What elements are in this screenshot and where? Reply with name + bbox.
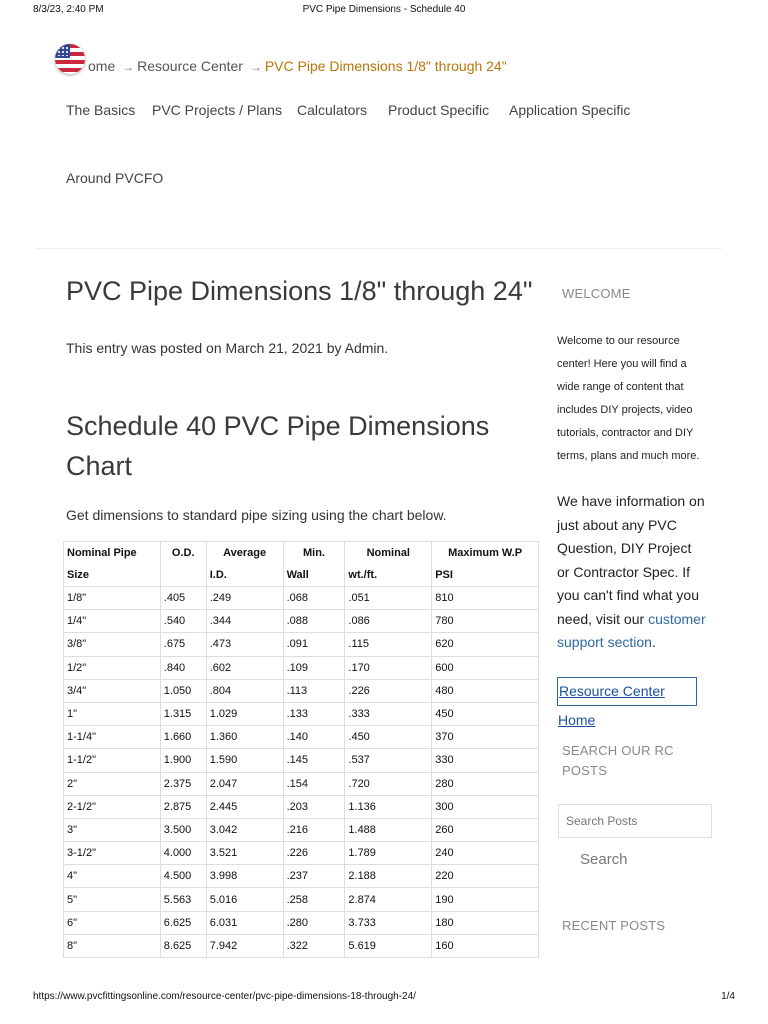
table-header-cell: Wall <box>283 564 345 587</box>
table-cell: 3-1/2" <box>64 842 161 865</box>
table-cell: 3.733 <box>345 911 432 934</box>
table-cell: .170 <box>345 656 432 679</box>
table-cell: 810 <box>432 587 539 610</box>
print-datetime: 8/3/23, 2:40 PM <box>33 4 104 15</box>
table-header-cell: O.D. <box>160 542 206 565</box>
table-cell: 600 <box>432 656 539 679</box>
table-row <box>64 702 539 725</box>
nav-item-application-specific[interactable]: Application Specific <box>509 102 631 118</box>
search-button[interactable]: Search <box>580 851 628 868</box>
table-cell: 3.998 <box>206 865 283 888</box>
table-row <box>64 726 539 749</box>
page-title: PVC Pipe Dimensions 1/8" through 24" <box>66 276 533 306</box>
table-header-cell: Nominal Pipe <box>64 542 161 565</box>
table-cell: .450 <box>345 726 432 749</box>
home-link[interactable]: Home <box>558 712 596 728</box>
table-cell: .051 <box>345 587 432 610</box>
table-cell: .720 <box>345 772 432 795</box>
table-cell: .113 <box>283 679 345 702</box>
table-row <box>64 795 539 818</box>
table-cell: .145 <box>283 749 345 772</box>
welcome-heading: WELCOME <box>562 286 631 301</box>
table-cell: .540 <box>160 610 206 633</box>
table-cell: 1.590 <box>206 749 283 772</box>
breadcrumb-current: PVC Pipe Dimensions 1/8" through 24" <box>264 58 507 74</box>
table-cell: 5" <box>64 888 161 911</box>
table-cell: 2.375 <box>160 772 206 795</box>
table-cell: 300 <box>432 795 539 818</box>
table-cell: 1.136 <box>345 795 432 818</box>
table-cell: 3.500 <box>160 818 206 841</box>
search-heading: SEARCH OUR RC POSTS <box>562 743 674 778</box>
table-cell: .344 <box>206 610 283 633</box>
table-cell: 7.942 <box>206 934 283 957</box>
table-cell: .804 <box>206 679 283 702</box>
table-cell: 330 <box>432 749 539 772</box>
table-row <box>64 911 539 934</box>
table-header-row <box>64 542 539 565</box>
table-cell: .675 <box>160 633 206 656</box>
table-cell: 2.047 <box>206 772 283 795</box>
table-header-row <box>64 564 539 587</box>
table-cell: .086 <box>345 610 432 633</box>
table-cell: 2.188 <box>345 865 432 888</box>
table-cell: .405 <box>160 587 206 610</box>
breadcrumb-resource-center[interactable]: Resource Center <box>137 58 243 74</box>
table-cell: .602 <box>206 656 283 679</box>
table-cell: 6.031 <box>206 911 283 934</box>
resource-center-link[interactable]: Resource Center <box>557 677 697 706</box>
post-meta <box>66 340 388 356</box>
info-text-end: . <box>651 634 656 650</box>
print-header <box>0 4 768 18</box>
table-cell: 1.050 <box>160 679 206 702</box>
table-cell: 220 <box>432 865 539 888</box>
table-cell: 280 <box>432 772 539 795</box>
table-cell: 4" <box>64 865 161 888</box>
table-cell: 1.789 <box>345 842 432 865</box>
recent-posts-heading: RECENT POSTS <box>562 918 666 933</box>
table-cell: 1.488 <box>345 818 432 841</box>
table-cell: 5.016 <box>206 888 283 911</box>
table-cell: 160 <box>432 934 539 957</box>
table-header-cell: Size <box>64 564 161 587</box>
table-cell: 8.625 <box>160 934 206 957</box>
table-row <box>64 610 539 633</box>
table-cell: .140 <box>283 726 345 749</box>
table-cell: 180 <box>432 911 539 934</box>
us-flag-icon[interactable] <box>55 44 85 74</box>
table-cell: 2-1/2" <box>64 795 161 818</box>
table-cell: 8" <box>64 934 161 957</box>
table-cell: .840 <box>160 656 206 679</box>
table-cell: .216 <box>283 818 345 841</box>
table-cell: 4.500 <box>160 865 206 888</box>
table-cell: 1/4" <box>64 610 161 633</box>
table-cell: .226 <box>345 679 432 702</box>
table-cell: .154 <box>283 772 345 795</box>
table-cell: .258 <box>283 888 345 911</box>
table-cell: .537 <box>345 749 432 772</box>
breadcrumb <box>88 58 507 74</box>
table-cell: 5.619 <box>345 934 432 957</box>
table-cell: 2.874 <box>345 888 432 911</box>
table-cell: 6.625 <box>160 911 206 934</box>
search-input[interactable] <box>558 804 712 838</box>
table-cell: 4.000 <box>160 842 206 865</box>
print-doc-title: PVC Pipe Dimensions - Schedule 40 <box>302 4 466 15</box>
table-cell: 480 <box>432 679 539 702</box>
table-cell: 2.445 <box>206 795 283 818</box>
table-row <box>64 656 539 679</box>
intro-text: Get dimensions to standard pipe sizing using the chart below. <box>66 507 447 523</box>
pipe-dimensions-table <box>63 541 539 958</box>
nav-item-around-pvcfo[interactable]: Around PVCFO <box>66 170 164 186</box>
table-cell: 780 <box>432 610 539 633</box>
table-cell: 450 <box>432 702 539 725</box>
table-header-cell: wt./ft. <box>345 564 432 587</box>
print-footer <box>0 991 768 1005</box>
table-header-cell: Nominal <box>345 542 432 565</box>
table-cell: 1/2" <box>64 656 161 679</box>
welcome-text: Welcome to our resource center! Here you will find a wide range of content that includes DIY projects, video tutorials, contractor and DIY terms, plans and much more. <box>557 335 700 462</box>
table-header-cell: PSI <box>432 564 539 587</box>
table-cell: 1.900 <box>160 749 206 772</box>
table-cell: 1.660 <box>160 726 206 749</box>
customer-support-link[interactable]: customer support section <box>557 610 706 650</box>
table-cell: 1.029 <box>206 702 283 725</box>
table-cell: .203 <box>283 795 345 818</box>
table-cell: .109 <box>283 656 345 679</box>
table-cell: .249 <box>206 587 283 610</box>
arrow-right-icon: → <box>249 60 262 74</box>
table-cell: 620 <box>432 633 539 656</box>
table-row <box>64 865 539 888</box>
table-header-cell: I.D. <box>206 564 283 587</box>
info-text-body: We have information on just about any PVC Question, DIY Project or Contractor Spec. If you can't find what you need, visit our <box>557 493 705 627</box>
table-row <box>64 679 539 702</box>
table-header-cell: Maximum W.P <box>432 542 539 565</box>
table-cell: .091 <box>283 633 345 656</box>
table-row <box>64 888 539 911</box>
table-cell: .280 <box>283 911 345 934</box>
table-cell: .088 <box>283 610 345 633</box>
nav-item-pvc-projects[interactable]: PVC Projects / Plans <box>152 102 282 118</box>
table-header-cell <box>160 564 206 587</box>
table-cell: 1" <box>64 702 161 725</box>
nav-item-calculators[interactable]: Calculators <box>297 102 368 118</box>
table-cell: 5.563 <box>160 888 206 911</box>
table-cell: .226 <box>283 842 345 865</box>
table-row <box>64 633 539 656</box>
print-url: https://www.pvcfittingsonline.com/resource-center/pvc-pipe-dimensions-18-through-24/ <box>33 991 416 1002</box>
posted-prefix: This entry was posted on <box>66 340 226 356</box>
table-row <box>64 818 539 841</box>
table-cell: .333 <box>345 702 432 725</box>
table-cell: .473 <box>206 633 283 656</box>
arrow-right-icon: → <box>122 60 135 74</box>
nav-item-product-specific[interactable]: Product Specific <box>388 102 490 118</box>
table-cell: 370 <box>432 726 539 749</box>
table-cell: 1/8" <box>64 587 161 610</box>
posted-by: by Admin. <box>322 340 389 356</box>
table-cell: 2" <box>64 772 161 795</box>
table-cell: 1-1/2" <box>64 749 161 772</box>
table-cell: 1.360 <box>206 726 283 749</box>
table-cell: 6" <box>64 911 161 934</box>
nav-item-the-basics[interactable]: The Basics <box>66 102 136 118</box>
table-header-cell: Average <box>206 542 283 565</box>
info-text <box>557 490 707 655</box>
table-cell: 260 <box>432 818 539 841</box>
breadcrumb-home[interactable]: ome <box>88 58 116 74</box>
table-row <box>64 587 539 610</box>
table-row <box>64 749 539 772</box>
print-page-number: 1/4 <box>721 991 735 1002</box>
nav-divider <box>36 248 722 249</box>
table-header-cell: Min. <box>283 542 345 565</box>
table-cell: 240 <box>432 842 539 865</box>
table-cell: 3/8" <box>64 633 161 656</box>
table-cell: 3/4" <box>64 679 161 702</box>
table-cell: .115 <box>345 633 432 656</box>
table-cell: 3.042 <box>206 818 283 841</box>
table-cell: .322 <box>283 934 345 957</box>
table-cell: 3" <box>64 818 161 841</box>
table-cell: .133 <box>283 702 345 725</box>
table-cell: 190 <box>432 888 539 911</box>
table-cell: 2.875 <box>160 795 206 818</box>
section-title: Schedule 40 PVC Pipe Dimensions Chart <box>66 411 490 481</box>
table-cell: 3.521 <box>206 842 283 865</box>
table-row <box>64 934 539 957</box>
table-cell: 1-1/4" <box>64 726 161 749</box>
table-cell: 1.315 <box>160 702 206 725</box>
table-cell: .068 <box>283 587 345 610</box>
posted-date[interactable]: March 21, 2021 <box>225 340 323 356</box>
table-row <box>64 772 539 795</box>
table-row <box>64 842 539 865</box>
table-cell: .237 <box>283 865 345 888</box>
